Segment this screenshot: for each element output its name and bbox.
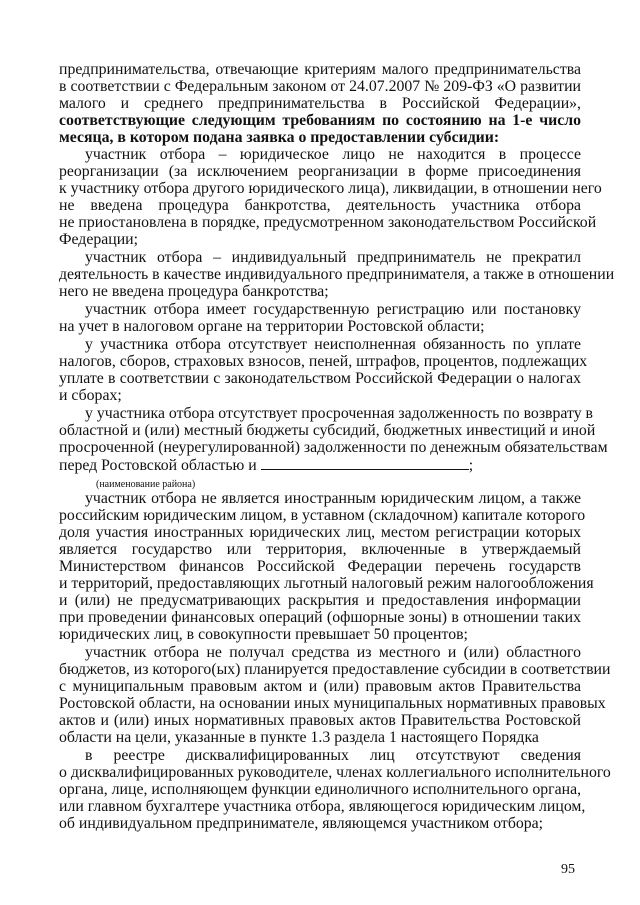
text-line: областной и (или) местный бюджеты субсидий, бюджетных инвестиций и иной xyxy=(59,422,596,439)
text-line: и (или) не предусматривающих раскрытия и предоставления информации xyxy=(59,592,581,609)
page-number: 95 xyxy=(561,862,575,877)
fill-in-blank xyxy=(261,457,469,470)
text-line: у участника отбора отсутствует просроченная задолженность по возврату в xyxy=(85,405,594,422)
text-line: Ростовской области, на основании иных муниципальных нормативных правовых xyxy=(59,695,606,712)
text-line: доля участия иностранных юридических лиц, местом регистрации которых xyxy=(59,524,581,541)
text-line: участник отбора имеет государственную регистрацию или постановку xyxy=(85,301,581,318)
text-line-bold: месяца, в котором подана заявка о предоставлении субсидии: xyxy=(59,129,500,146)
text-line: Министерством финансов Российской Федерации перечень государств xyxy=(59,558,581,575)
text-line: российским юридическим лицом, в уставном (складочном) капитале которого xyxy=(59,507,586,524)
text-line: уплате в соответствии с законодательством Российской Федерации о налогах xyxy=(59,370,581,387)
text-line: актов и (или) иных нормативных правовых актов Правительства Ростовской xyxy=(59,712,581,729)
text-line-with-blank xyxy=(59,457,581,474)
text-line: в соответствии с Федеральным законом от 24.07.2007 № 209-ФЗ «О развитии xyxy=(59,78,581,95)
text-line: малого и среднего предпринимательства в Российской Федерации», xyxy=(59,95,581,112)
text-line: участник отбора – индивидуальный предприниматель не прекратил xyxy=(85,249,581,266)
text-line: при проведении финансовых операций (офшорные зоны) в отношении таких xyxy=(59,609,581,626)
text-line: просроченной (неурегулированной) задолженности по денежным обязательствам xyxy=(59,439,608,456)
text-line: налогов, сборов, страховых взносов, пеней, штрафов, процентов, подлежащих xyxy=(59,353,588,370)
text-line: является государство или территория, включенные в утверждаемый xyxy=(59,541,581,558)
text-line: него не введена процедура банкротства; xyxy=(59,283,329,300)
text-line: участник отбора – юридическое лицо не находится в процессе xyxy=(85,146,581,163)
text-line: и территорий, предоставляющих льготный налоговый режим налогообложения xyxy=(59,575,594,592)
text-line: к участнику отбора другого юридического лица), ликвидации, в отношении него xyxy=(59,180,602,197)
text-line: и сборах; xyxy=(59,387,122,404)
text-line: юридических лиц, в совокупности превышает 50 процентов; xyxy=(59,626,468,643)
text-line: участник отбора не получал средства из местного и (или) областного xyxy=(85,644,581,661)
text-line: перед Ростовской областью и xyxy=(59,457,257,474)
blank-caption: (наименование района) xyxy=(96,479,196,490)
text-line: или главном бухгалтере участника отбора, являющегося юридическим лицом, xyxy=(59,798,586,815)
text-line-bold: соответствующие следующим требованиям по состоянию на 1-е число xyxy=(59,112,581,129)
text-line: не приостановлена в порядке, предусмотренном законодательством Российской xyxy=(59,214,597,231)
text-line: области на цели, указанные в пункте 1.3 раздела 1 настоящего Порядка xyxy=(59,729,539,746)
text-line: с муниципальным правовым актом и (или) правовым актов Правительства xyxy=(59,678,581,695)
text-line: на учет в налоговом органе на территории Ростовской области; xyxy=(59,318,485,335)
text-line: деятельность в качестве индивидуального предпринимателя, а также в отношении xyxy=(59,266,615,283)
blank-suffix: ; xyxy=(468,457,474,474)
text-line: о дисквалифицированных руководителе, членах коллегиального исполнительного xyxy=(59,764,611,781)
text-line: участник отбора не является иностранным юридическим лицом, а также xyxy=(85,490,581,507)
text-line: реорганизации (за исключением реорганизации в форме присоединения xyxy=(59,163,581,180)
text-line: не введена процедура банкротства, деятельность участника отбора xyxy=(59,197,581,214)
text-line: Федерации; xyxy=(59,231,138,248)
text-line: об индивидуальном предпринимателе, являющемся участником отбора; xyxy=(59,815,544,832)
text-line: бюджетов, из которого(ых) планируется предоставление субсидии в соответствии xyxy=(59,661,611,678)
text-line: органа, лице, исполняющем функции единоличного исполнительного органа, xyxy=(59,781,582,798)
text-line: в реестре дисквалифицированных лиц отсутствуют сведения xyxy=(85,747,581,764)
text-line: у участника отбора отсутствует неисполненная обязанность по уплате xyxy=(85,336,581,353)
text-line: предпринимательства, отвечающие критериям малого предпринимательства xyxy=(59,61,581,78)
